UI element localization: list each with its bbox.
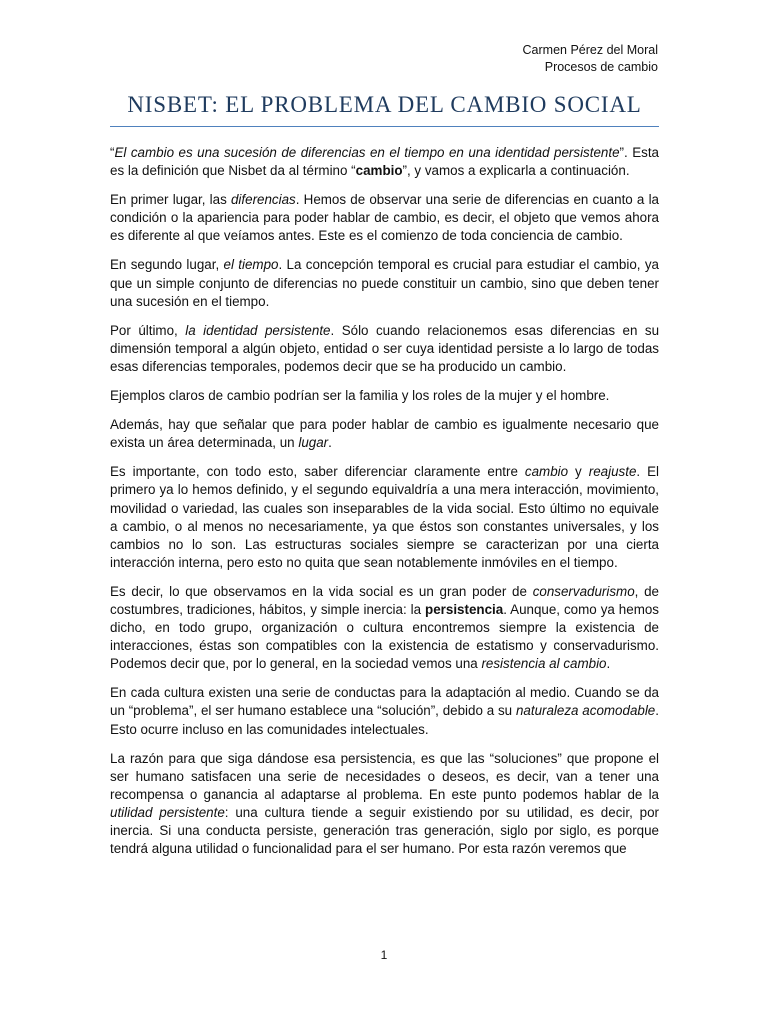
text-run: ”, y vamos a explicarla a continuación. bbox=[402, 163, 630, 179]
body-paragraph bbox=[110, 191, 659, 245]
text-run: Es decir, lo que observamos en la vida social es un gran poder de bbox=[110, 583, 533, 599]
text-run: . Esto ocurre incluso en las comunidades intelectuales. bbox=[110, 703, 659, 737]
text-run: la identidad persistente bbox=[185, 322, 331, 338]
text-run: cambio bbox=[355, 163, 403, 179]
text-run: . Sólo cuando relacionemos esas diferencias en su dimensión temporal a algún objeto, entidad o ser cuya identidad persiste a lo largo de todas esas diferencias temporales, podemos decir que se ha producido un cambio. bbox=[110, 322, 660, 374]
body-paragraph bbox=[110, 387, 659, 405]
text-run: : una cultura tiende a seguir existiendo por su utilidad, es decir, por inercia. Si una conducta persiste, generación tras generación, siglo por siglo, es porque tendrá alguna utilidad o funcionalidad para el ser humano. Por esta razón veremos que bbox=[110, 804, 660, 857]
text-run: Además, hay que señalar que para poder hablar de cambio es igualmente necesario que exista un área determinada, un bbox=[110, 417, 659, 451]
text-run: diferencias bbox=[230, 192, 296, 208]
text-run: En segundo lugar, bbox=[110, 257, 224, 273]
text-run: . El primero ya lo hemos definido, y el segundo equivaldría a una mera interacción, movimiento, movilidad o variedad, las cuales son inseparables de la vida social. Esto último no equivale a cambio, o al menos no necesariamente, ya que éstos son constantes universales, y los cambios no lo son. Las estructuras sociales siempre se caracterizan por una cierta interacción interna, pero esto no quita que sean notablemente inmóviles en el tiempo. bbox=[110, 464, 659, 570]
text-run: . bbox=[606, 656, 611, 672]
body-paragraph bbox=[110, 750, 659, 859]
text-run: persistencia bbox=[425, 601, 504, 617]
text-run: . La concepción temporal es crucial para estudiar el cambio, ya que un simple conjunto de diferencias no puede constituir un cambio, sino que deben tener una sucesión en el tiempo. bbox=[110, 257, 659, 309]
text-run: lugar bbox=[298, 435, 329, 451]
text-run: cambio bbox=[524, 464, 569, 480]
text-run: utilidad persistente bbox=[110, 804, 225, 820]
text-run: Es importante, con todo esto, saber diferenciar claramente entre bbox=[110, 464, 525, 480]
text-run: En primer lugar, las bbox=[110, 192, 231, 208]
text-run: En cada cultura existen una serie de conductas para la adaptación al medio. Cuando se da un “problema”, el ser humano establece una “solución”, debido a su bbox=[110, 685, 659, 719]
text-run: . Aunque, como ya hemos dicho, en todo grupo, organización o cultura encontremos siempre la existencia de interacciones, éstas son compatibles con la existencia de estatismo y conservadurismo. Podemos decir que, por lo general, en la sociedad vemos una bbox=[110, 601, 659, 672]
text-run: El cambio es una sucesión de diferencias en el tiempo en una identidad persistente bbox=[114, 145, 620, 160]
text-run: el tiempo bbox=[223, 257, 279, 273]
text-run: . Hemos de observar una serie de diferencias en cuanto a la condición o la apariencia para poder hablar de cambio, es decir, el objeto que vemos ahora es diferente al que veíamos antes. Este es el comienzo de toda conciencia de cambio. bbox=[110, 192, 659, 244]
text-run: . bbox=[328, 435, 332, 451]
header-subject: Procesos de cambio bbox=[544, 60, 658, 74]
body-paragraph bbox=[110, 684, 659, 738]
text-run: ”. Esta es la definición que Nisbet da al término “ bbox=[110, 145, 659, 179]
body-paragraph bbox=[110, 256, 659, 310]
text-run: reajuste bbox=[588, 464, 637, 480]
text-run: Ejemplos claros de cambio podrían ser la familia y los roles de la mujer y el hombre. bbox=[110, 388, 610, 404]
text-run: naturaleza acomodable bbox=[515, 703, 656, 719]
body-paragraph bbox=[110, 322, 659, 376]
body-paragraph bbox=[110, 416, 659, 452]
title-underline bbox=[110, 126, 659, 127]
document-title: NISBET: EL PROBLEMA DEL CAMBIO SOCIAL bbox=[127, 92, 642, 117]
text-run: “ bbox=[110, 145, 115, 160]
header-author: Carmen Pérez del Moral bbox=[522, 43, 658, 57]
body-paragraph bbox=[110, 463, 659, 572]
page-number: 1 bbox=[380, 948, 388, 962]
text-run: conservadurismo bbox=[532, 583, 635, 599]
body-paragraph bbox=[110, 583, 659, 673]
text-run: , de costumbres, tradiciones, hábitos, y simple inercia: la bbox=[110, 583, 660, 617]
text-run: Por último, bbox=[110, 322, 186, 338]
text-run: resistencia al cambio bbox=[481, 656, 607, 672]
text-run: La razón para que siga dándose esa persistencia, es que las “soluciones” que propone el ser humano satisfacen una serie de necesidades o deseos, es decir, van a tener una recompensa o ganancia al adaptarse al problema. En este punto podemos hablar de la bbox=[110, 750, 659, 802]
page-header bbox=[523, 42, 658, 76]
text-run: y bbox=[568, 464, 589, 480]
body-paragraph bbox=[110, 144, 659, 180]
document-body bbox=[110, 144, 659, 869]
